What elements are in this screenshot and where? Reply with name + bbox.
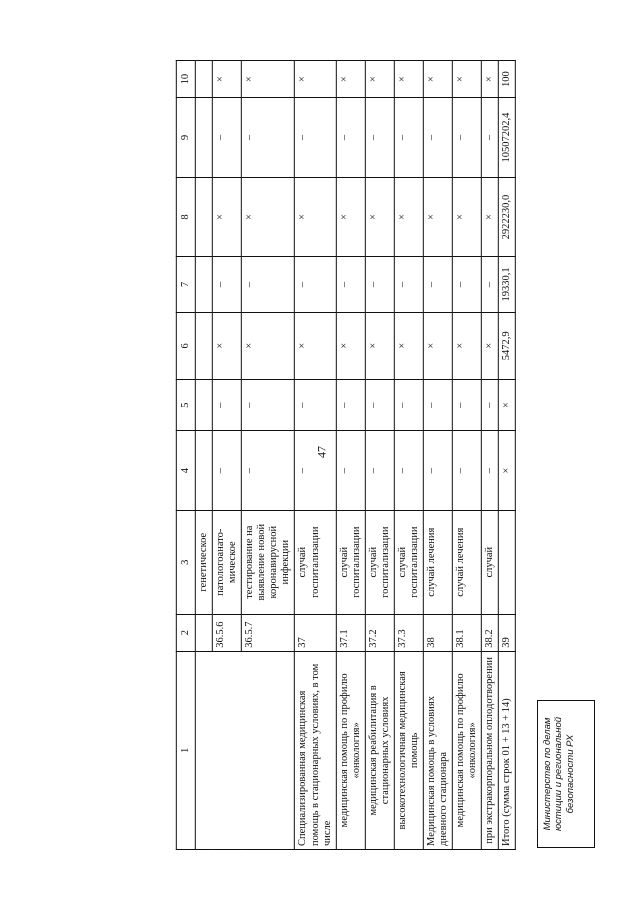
row-value-cell: – bbox=[394, 380, 423, 431]
row-value-cell: × bbox=[336, 312, 365, 379]
row-code-cell: 36.5.7 bbox=[242, 614, 295, 651]
row-value-cell: – bbox=[336, 431, 365, 511]
table-row bbox=[295, 61, 336, 850]
row-value-cell bbox=[195, 380, 212, 431]
header-cell: 7 bbox=[176, 257, 195, 312]
table-row bbox=[394, 61, 423, 850]
row-value-cell: × bbox=[242, 312, 295, 379]
row-value-cell: – bbox=[423, 380, 452, 431]
table-header-row bbox=[176, 61, 195, 850]
stamp-line: юстиции и региональной bbox=[553, 716, 565, 832]
header-cell: 8 bbox=[176, 177, 195, 257]
row-value-cell: – bbox=[212, 257, 241, 312]
row-unit-cell: случай госпитализации bbox=[295, 510, 336, 614]
row-value-cell: × bbox=[295, 312, 336, 379]
row-code-cell: 37.3 bbox=[394, 614, 423, 651]
row-code-cell bbox=[195, 614, 212, 651]
row-value-cell: – bbox=[482, 431, 499, 511]
row-value-cell: – bbox=[394, 431, 423, 511]
row-name-cell: Специализированная медицинская помощь в стационарных условиях, в том числе bbox=[295, 651, 336, 849]
row-unit-cell: случай госпитализации bbox=[365, 510, 394, 614]
row-value-cell: – bbox=[423, 431, 452, 511]
table-row bbox=[482, 61, 499, 850]
row-value-cell: × bbox=[365, 177, 394, 257]
row-name-cell: при экстракорпоральном оплодотворении bbox=[482, 651, 499, 849]
row-value-cell: – bbox=[295, 98, 336, 178]
row-code-cell: 36.5.6 bbox=[212, 614, 241, 651]
row-name-cell: Итого (сумма строк 01 + 13 + 14) bbox=[499, 651, 516, 849]
row-value-cell: – bbox=[295, 431, 336, 511]
row-unit-cell: тестирование на выявление новой коронавирусной инфекции bbox=[242, 510, 295, 614]
row-name-cell bbox=[195, 651, 294, 849]
row-value-cell: × bbox=[482, 61, 499, 98]
row-code-cell: 37.1 bbox=[336, 614, 365, 651]
row-unit-cell bbox=[499, 510, 516, 614]
row-value-cell: × bbox=[394, 61, 423, 98]
row-value-cell: – bbox=[365, 98, 394, 178]
row-code-cell: 38 bbox=[423, 614, 452, 651]
header-cell: 1 bbox=[176, 651, 195, 849]
row-value-cell: × bbox=[365, 61, 394, 98]
row-unit-cell: случай bbox=[482, 510, 499, 614]
row-value-cell: × bbox=[423, 61, 452, 98]
row-value-cell: – bbox=[336, 257, 365, 312]
row-value-cell bbox=[195, 312, 212, 379]
row-name-cell: высокотехнологичная медицинская помощь bbox=[394, 651, 423, 849]
row-value-cell: – bbox=[452, 431, 481, 511]
row-value-cell: × bbox=[212, 312, 241, 379]
row-value-cell: × bbox=[212, 61, 241, 98]
row-value-cell: – bbox=[394, 98, 423, 178]
row-value-cell: – bbox=[482, 380, 499, 431]
row-code-cell: 38.1 bbox=[452, 614, 481, 651]
row-value-cell bbox=[195, 61, 212, 98]
row-value-cell: × bbox=[452, 312, 481, 379]
row-value-cell: – bbox=[242, 257, 295, 312]
row-value-cell: 5472,9 bbox=[499, 312, 516, 379]
row-unit-cell: случай госпитализации bbox=[336, 510, 365, 614]
row-value-cell: 2922230,0 bbox=[499, 177, 516, 257]
header-cell: 9 bbox=[176, 98, 195, 178]
header-cell: 4 bbox=[176, 431, 195, 511]
table-row bbox=[423, 61, 452, 850]
row-value-cell: – bbox=[242, 98, 295, 178]
row-value-cell: × bbox=[482, 312, 499, 379]
row-code-cell: 38.2 bbox=[482, 614, 499, 651]
row-code-cell: 39 bbox=[499, 614, 516, 651]
row-unit-cell: генетическое bbox=[195, 510, 212, 614]
row-value-cell: 100 bbox=[499, 61, 516, 98]
row-unit-cell: случай лечения bbox=[423, 510, 452, 614]
row-value-cell bbox=[195, 98, 212, 178]
row-value-cell: – bbox=[242, 431, 295, 511]
row-value-cell: × bbox=[365, 312, 394, 379]
row-value-cell: – bbox=[423, 98, 452, 178]
row-name-cell: медицинская реабилитация в стационарных условиях bbox=[365, 651, 394, 849]
row-value-cell: × bbox=[295, 61, 336, 98]
row-value-cell bbox=[195, 177, 212, 257]
row-value-cell: – bbox=[394, 257, 423, 312]
row-value-cell: 19330,1 bbox=[499, 257, 516, 312]
table-row bbox=[365, 61, 394, 850]
row-value-cell: × bbox=[336, 61, 365, 98]
row-value-cell: – bbox=[452, 257, 481, 312]
table-row bbox=[452, 61, 481, 850]
document-table-wrapper bbox=[176, 60, 516, 850]
row-value-cell: × bbox=[452, 177, 481, 257]
row-value-cell: × bbox=[423, 177, 452, 257]
row-value-cell: – bbox=[336, 380, 365, 431]
row-value-cell: × bbox=[212, 177, 241, 257]
row-value-cell: × bbox=[394, 177, 423, 257]
row-name-cell: Медицинская помощь в условиях дневного стационара bbox=[423, 651, 452, 849]
row-value-cell: – bbox=[365, 257, 394, 312]
row-value-cell: – bbox=[423, 257, 452, 312]
row-value-cell: – bbox=[336, 98, 365, 178]
row-value-cell: – bbox=[212, 380, 241, 431]
row-value-cell: 10507202,4 bbox=[499, 98, 516, 178]
row-value-cell bbox=[195, 257, 212, 312]
row-name-cell: медицинская помощь по профилю «онкология» bbox=[336, 651, 365, 849]
row-value-cell: – bbox=[295, 380, 336, 431]
table-row bbox=[195, 61, 212, 850]
row-value-cell: × bbox=[394, 312, 423, 379]
row-name-cell: медицинская помощь по профилю «онкология» bbox=[452, 651, 481, 849]
row-value-cell: – bbox=[212, 431, 241, 511]
row-value-cell: – bbox=[365, 431, 394, 511]
stamp-line: безопасности РХ bbox=[564, 734, 576, 814]
row-value-cell: × bbox=[423, 312, 452, 379]
row-unit-cell: случай лечения bbox=[452, 510, 481, 614]
row-code-cell: 37.2 bbox=[365, 614, 394, 651]
row-value-cell: – bbox=[212, 98, 241, 178]
row-value-cell: – bbox=[295, 257, 336, 312]
table-row bbox=[336, 61, 365, 850]
table-total-row bbox=[499, 61, 516, 850]
row-value-cell: × bbox=[482, 177, 499, 257]
row-value-cell: × bbox=[242, 177, 295, 257]
header-cell: 6 bbox=[176, 312, 195, 379]
stamp-line: Министерство по делам bbox=[542, 717, 553, 831]
row-value-cell: × bbox=[336, 177, 365, 257]
row-value-cell: – bbox=[482, 98, 499, 178]
row-unit-cell: патологоанато-мическое bbox=[212, 510, 241, 614]
header-cell: 10 bbox=[176, 61, 195, 98]
row-code-cell: 37 bbox=[295, 614, 336, 651]
header-cell: 2 bbox=[176, 614, 195, 651]
row-value-cell: × bbox=[499, 380, 516, 431]
row-value-cell: – bbox=[452, 380, 481, 431]
row-value-cell: × bbox=[499, 431, 516, 511]
row-value-cell: – bbox=[482, 257, 499, 312]
row-value-cell: – bbox=[242, 380, 295, 431]
header-cell: 3 bbox=[176, 510, 195, 614]
header-cell: 5 bbox=[176, 380, 195, 431]
row-value-cell: – bbox=[365, 380, 394, 431]
row-value-cell: × bbox=[295, 177, 336, 257]
page-number: 47 bbox=[314, 446, 329, 458]
row-value-cell: – bbox=[452, 98, 481, 178]
ministry-stamp bbox=[537, 700, 595, 848]
row-value-cell: × bbox=[452, 61, 481, 98]
summary-table bbox=[176, 60, 516, 850]
row-unit-cell: случай госпитализации bbox=[394, 510, 423, 614]
row-value-cell: × bbox=[242, 61, 295, 98]
row-value-cell bbox=[195, 431, 212, 511]
